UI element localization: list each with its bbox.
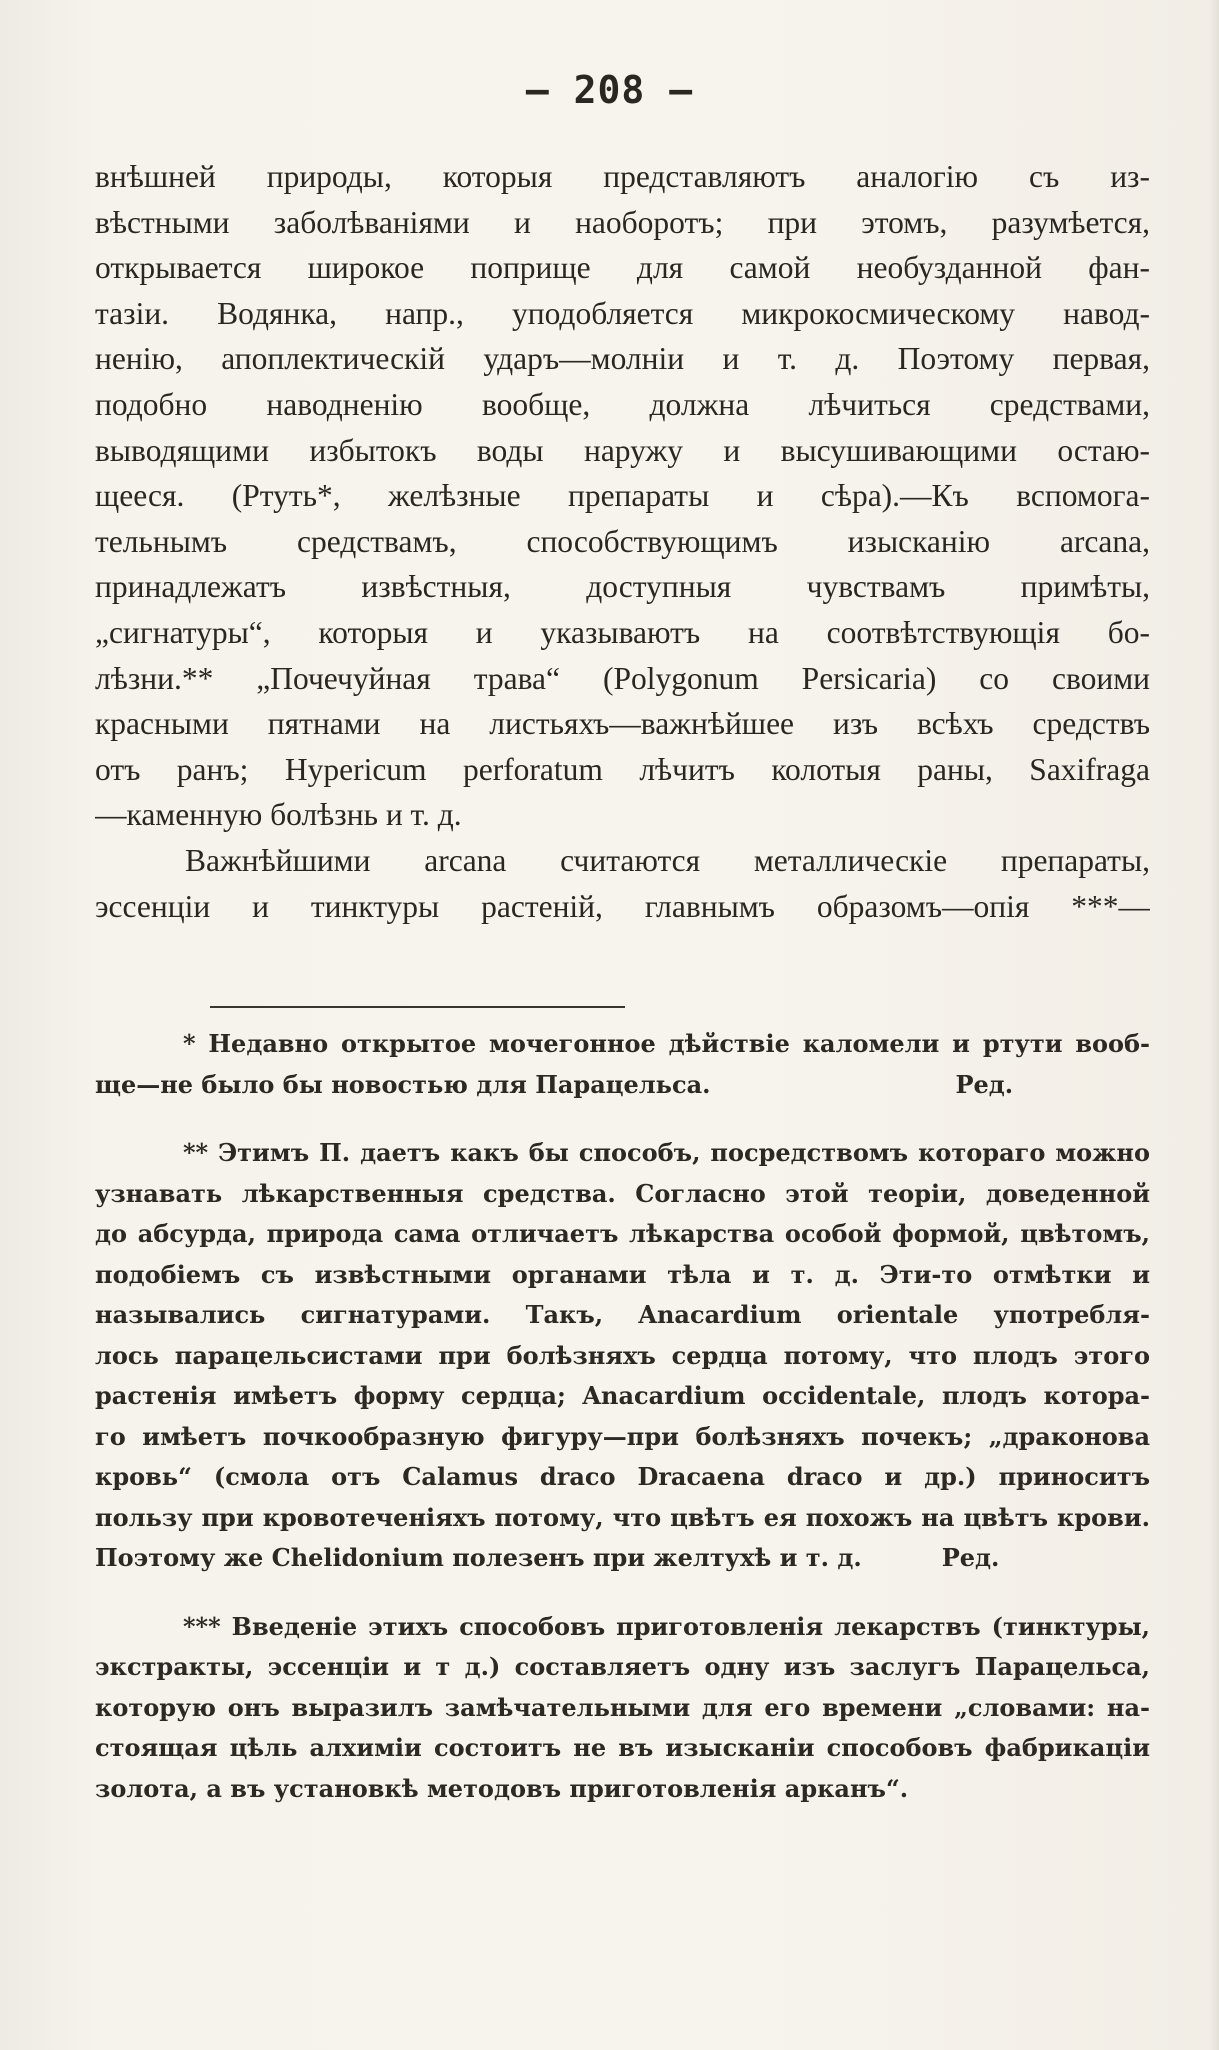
page-edge-shadow bbox=[1209, 0, 1219, 2050]
footnote-line: растенія имѣетъ форму сердца; Anacardium occidentale, плодъ котора- bbox=[95, 1381, 1150, 1410]
footnote-line: ** Этимъ П. даетъ какъ бы способъ, посредствомъ котораго можно bbox=[183, 1138, 1150, 1167]
main-text-line: —каменную болѣзнь и т. д. bbox=[95, 797, 462, 833]
footnotes-block bbox=[95, 1024, 1150, 1837]
main-text-line: щееся. (Ртуть*, желѣзные препараты и сѣра).—Къ вспомога- bbox=[95, 478, 1150, 514]
footnote-line-text: Поэтому же Chelidonium полезенъ при желтухѣ и т. д. bbox=[95, 1543, 862, 1572]
page-number: — 208 — bbox=[525, 68, 694, 112]
footnote-line bbox=[95, 1065, 1150, 1106]
footnote-line bbox=[95, 1538, 1150, 1579]
footnote-line: подобіемъ съ извѣстными органами тѣла и т. д. Эти-то отмѣтки и bbox=[95, 1259, 1150, 1289]
main-text-line: принадлежатъ извѣстныя, доступныя чувствамъ примѣты, bbox=[95, 569, 1150, 605]
footnote-3 bbox=[95, 1607, 1150, 1810]
main-text-line: эссенціи и тинктуры растеній, главнымъ образомъ—опія ***— bbox=[95, 888, 1150, 924]
main-text-line: отъ ранъ; Hypericum perforatum лѣчитъ колотыя раны, Saxifraga bbox=[95, 751, 1150, 787]
footnote-line: экстракты, эссенціи и т д.) составляетъ одну изъ заслугъ Парацельса, bbox=[95, 1652, 1150, 1681]
footnote-line: лось парацельсистами при болѣзняхъ сердца потому, что плодъ этого bbox=[95, 1340, 1150, 1370]
editor-note: Ред. bbox=[941, 1543, 1000, 1572]
footnote-line-text: ще—не было бы новостью для Парацельса. bbox=[95, 1069, 711, 1099]
footnote-divider bbox=[210, 1006, 625, 1008]
footnote-line: * Недавно открытое мочегонное дѣйствіе каломели и ртути вооб- bbox=[183, 1029, 1150, 1058]
footnote-line: *** Введеніе этихъ способовъ приготовленія лекарствъ (тинктуры, bbox=[183, 1611, 1150, 1641]
main-text-line: выводящими избытокъ воды наружу и высушивающими остаю- bbox=[95, 432, 1150, 468]
main-text-line: красными пятнами на листьяхъ—важнѣйшее изъ всѣхъ средствъ bbox=[95, 706, 1150, 742]
footnote-line: узнавать лѣкарственныя средства. Согласно этой теоріи, доведенной bbox=[95, 1178, 1150, 1208]
main-text-line: внѣшней природы, которыя представляютъ аналогію съ из- bbox=[95, 159, 1150, 194]
main-text-block bbox=[95, 154, 1150, 929]
footnote-1 bbox=[95, 1024, 1150, 1105]
footnote-line: кровь“ (смола отъ Calamus draco Dracaena draco и др.) приноситъ bbox=[95, 1462, 1150, 1491]
footnote-line: пользу при кровотеченіяхъ потому, что цвѣтъ ея похожъ на цвѣтъ крови. bbox=[95, 1502, 1150, 1532]
editor-note: Ред. bbox=[955, 1069, 1014, 1099]
footnote-line: го имѣетъ почкообразную фигуру—при болѣзняхъ почекъ; „драконова bbox=[95, 1421, 1150, 1451]
footnote-2 bbox=[95, 1133, 1150, 1579]
footnote-line: стоящая цѣль алхиміи состоитъ не въ изысканіи способовъ фабрикаціи bbox=[95, 1733, 1150, 1762]
footnote-line: которую онъ выразилъ замѣчательными для его времени „словами: на- bbox=[95, 1692, 1150, 1722]
main-text-line: Важнѣйшими arcana считаются металлическіе препараты, bbox=[185, 842, 1150, 878]
footnote-line: золота, а въ установкѣ методовъ приготовленія арканъ“. bbox=[95, 1773, 909, 1803]
main-text-line: „сигнатуры“, которыя и указываютъ на соотвѣтствующія бо- bbox=[95, 614, 1150, 650]
main-text-line: открывается широкое поприще для самой необузданной фан- bbox=[95, 250, 1150, 286]
main-text-line: вѣстными заболѣваніями и наоборотъ; при этомъ, разумѣется, bbox=[95, 204, 1150, 240]
main-text-line: ненію, апоплектическій ударъ—молніи и т. д. Поэтому первая, bbox=[95, 341, 1150, 377]
footnote-line: назывались сигнатурами. Такъ, Anacardium orientale употребля- bbox=[95, 1300, 1150, 1329]
footnote-line: до абсурда, природа сама отличаетъ лѣкарства особой формой, цвѣтомъ, bbox=[95, 1219, 1150, 1248]
main-text-line: лѣзни.** „Почечуйная трава“ (Polygonum Persicaria) со своими bbox=[95, 660, 1150, 696]
main-text-line: тельнымъ средствамъ, способствующимъ изысканію arcana, bbox=[95, 523, 1150, 559]
main-text-line: подобно наводненію вообще, должна лѣчиться средствами, bbox=[95, 386, 1150, 422]
main-text-line: тазіи. Водянка, напр., уподобляется микрокосмическому навод- bbox=[95, 295, 1150, 331]
